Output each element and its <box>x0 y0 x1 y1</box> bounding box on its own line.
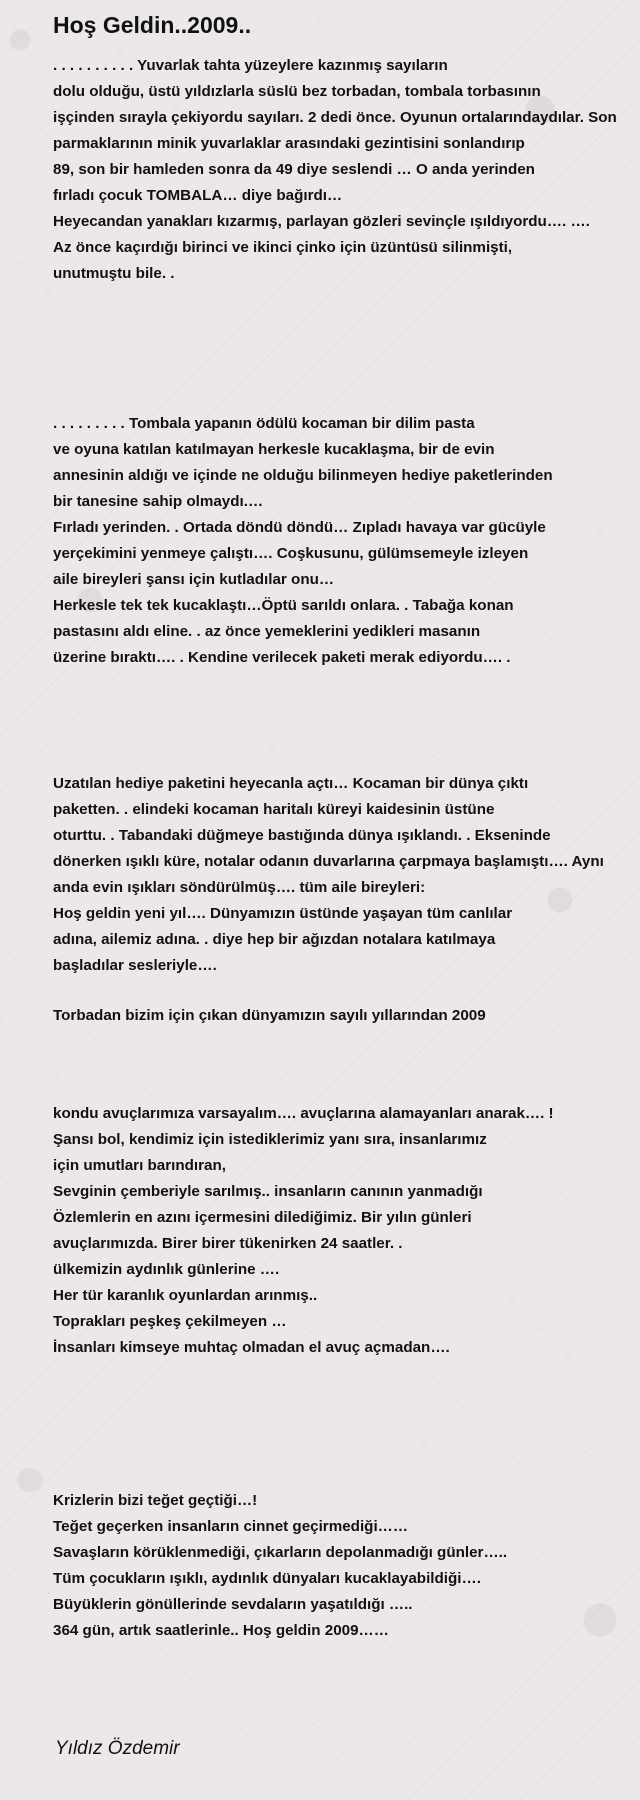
text-line: pastasını aldı eline. . az önce yemeklerini yedikleri masanın <box>53 623 481 640</box>
text-line: parmaklarının minik yuvarlaklar arasındaki gezintisini sonlandırıp <box>53 135 525 152</box>
text-line: Büyüklerin gönüllerinde sevdaların yaşatıldığı ….. <box>53 1596 413 1613</box>
text-line: Teğet geçerken insanların cinnet geçirmediği…… <box>53 1518 409 1535</box>
text-line: İnsanları kimseye muhtaç olmadan el avuç açmadan…. <box>53 1339 450 1356</box>
text-line: unutmuştu bile. . <box>53 265 175 282</box>
paragraph-2 <box>53 411 638 671</box>
text-line: Özlemlerin en azını içermesini dilediğimiz. Bir yılın günleri <box>53 1209 472 1226</box>
text-line: kondu avuçlarımıza varsayalım…. avuçlarına alamayanları anarak…. ! <box>53 1105 554 1122</box>
text-line: yerçekimini yenmeye çalıştı…. Coşkusunu, gülümsemeyle izleyen <box>53 545 529 562</box>
text-line: Savaşların körüklenmediği, çıkarların depolanmadığı günler….. <box>53 1544 508 1561</box>
text-line: 89, son bir hamleden sonra da 49 diye seslendi … O anda yerinden <box>53 161 535 178</box>
text-line: . . . . . . . . . Tombala yapanın ödülü kocaman bir dilim pasta <box>53 415 475 432</box>
paragraph-6 <box>53 1488 638 1644</box>
text-line: Her tür karanlık oyunlardan arınmış.. <box>53 1287 318 1304</box>
text-line: için umutları barındıran, <box>53 1157 226 1174</box>
text-line: . . . . . . . . . . Yuvarlak tahta yüzeylere kazınmış sayıların <box>53 57 448 74</box>
text-line: Herkesle tek tek kucaklaştı…Öptü sarıldı onlara. . Tabağa konan <box>53 597 514 614</box>
text-line: Az önce kaçırdığı birinci ve ikinci çinko için üzüntüsü silinmişti, <box>53 239 513 256</box>
text-line: Tüm çocukların ışıklı, aydınlık dünyaları kucaklayabildiği…. <box>53 1570 481 1587</box>
paragraph-1 <box>53 53 638 287</box>
text-line: işçinden sırayla çekiyordu sayıları. 2 dedi önce. Oyunun ortalarındaydılar. Son <box>53 109 617 126</box>
text-line: Şansı bol, kendimiz için istediklerimiz yanı sıra, insanlarımız <box>53 1131 487 1148</box>
text-line: başladılar sesleriyle…. <box>53 957 217 974</box>
text-line: fırladı çocuk TOMBALA… diye bağırdı… <box>53 187 343 204</box>
paragraph-3 <box>53 771 638 979</box>
text-line: Fırladı yerinden. . Ortada döndü döndü… Zıpladı havaya var gücüyle <box>53 519 546 536</box>
text-line: Krizlerin bizi teğet geçtiği…! <box>53 1492 258 1509</box>
text-line: Hoş geldin yeni yıl…. Dünyamızın üstünde yaşayan tüm canlılar <box>53 905 513 922</box>
text-line: paketten. . elindeki kocaman haritalı küreyi kaidesinin üstüne <box>53 801 495 818</box>
text-line: annesinin aldığı ve içinde ne olduğu bilinmeyen hediye paketlerinden <box>53 467 553 484</box>
text-line: Toprakları peşkeş çekilmeyen … <box>53 1313 287 1330</box>
text-line: avuçlarımızda. Birer birer tükenirken 24 saatler. . <box>53 1235 403 1252</box>
text-line: Sevginin çemberiyle sarılmış.. insanların canının yanmadığı <box>53 1183 483 1200</box>
text-line: dönerken ışıklı küre, notalar odanın duvarlarına çarpmaya başlamıştı…. Aynı <box>53 853 604 870</box>
text-line: aile bireyleri şansı için kutladılar onu… <box>53 571 335 588</box>
paragraph-5 <box>53 1101 638 1361</box>
text-line: üzerine bıraktı…. . Kendine verilecek paketi merak ediyordu…. . <box>53 649 511 666</box>
text-line: ülkemizin aydınlık günlerine …. <box>53 1261 280 1278</box>
text-line: Heyecandan yanakları kızarmış, parlayan gözleri sevinçle ışıldıyordu…. …. <box>53 213 590 230</box>
text-line: dolu olduğu, üstü yıldızlarla süslü bez torbadan, tombala torbasının <box>53 83 541 100</box>
text-line: adına, ailemiz adına. . diye hep bir ağızdan notalara katılmaya <box>53 931 496 948</box>
paragraph-4 <box>53 1003 638 1029</box>
text-line: 364 gün, artık saatlerinle.. Hoş geldin 2009…… <box>53 1622 389 1639</box>
text-line: bir tanesine sahip olmaydı.… <box>53 493 264 510</box>
text-line: Torbadan bizim için çıkan dünyamızın sayılı yıllarından 2009 <box>53 1007 486 1024</box>
page-title: Hoş Geldin..2009.. <box>53 12 252 38</box>
text-line: Uzatılan hediye paketini heyecanla açtı… Kocaman bir dünya çıktı <box>53 775 529 792</box>
text-line: anda evin ışıkları söndürülmüş…. tüm aile bireyleri: <box>53 879 426 896</box>
text-line: oturttu. . Tabandaki düğmeye bastığında dünya ışıklandı. . Ekseninde <box>53 827 551 844</box>
text-line: ve oyuna katılan katılmayan herkesle kucaklaşma, bir de evin <box>53 441 495 458</box>
author-signature: Yıldız Özdemir <box>55 1738 180 1759</box>
